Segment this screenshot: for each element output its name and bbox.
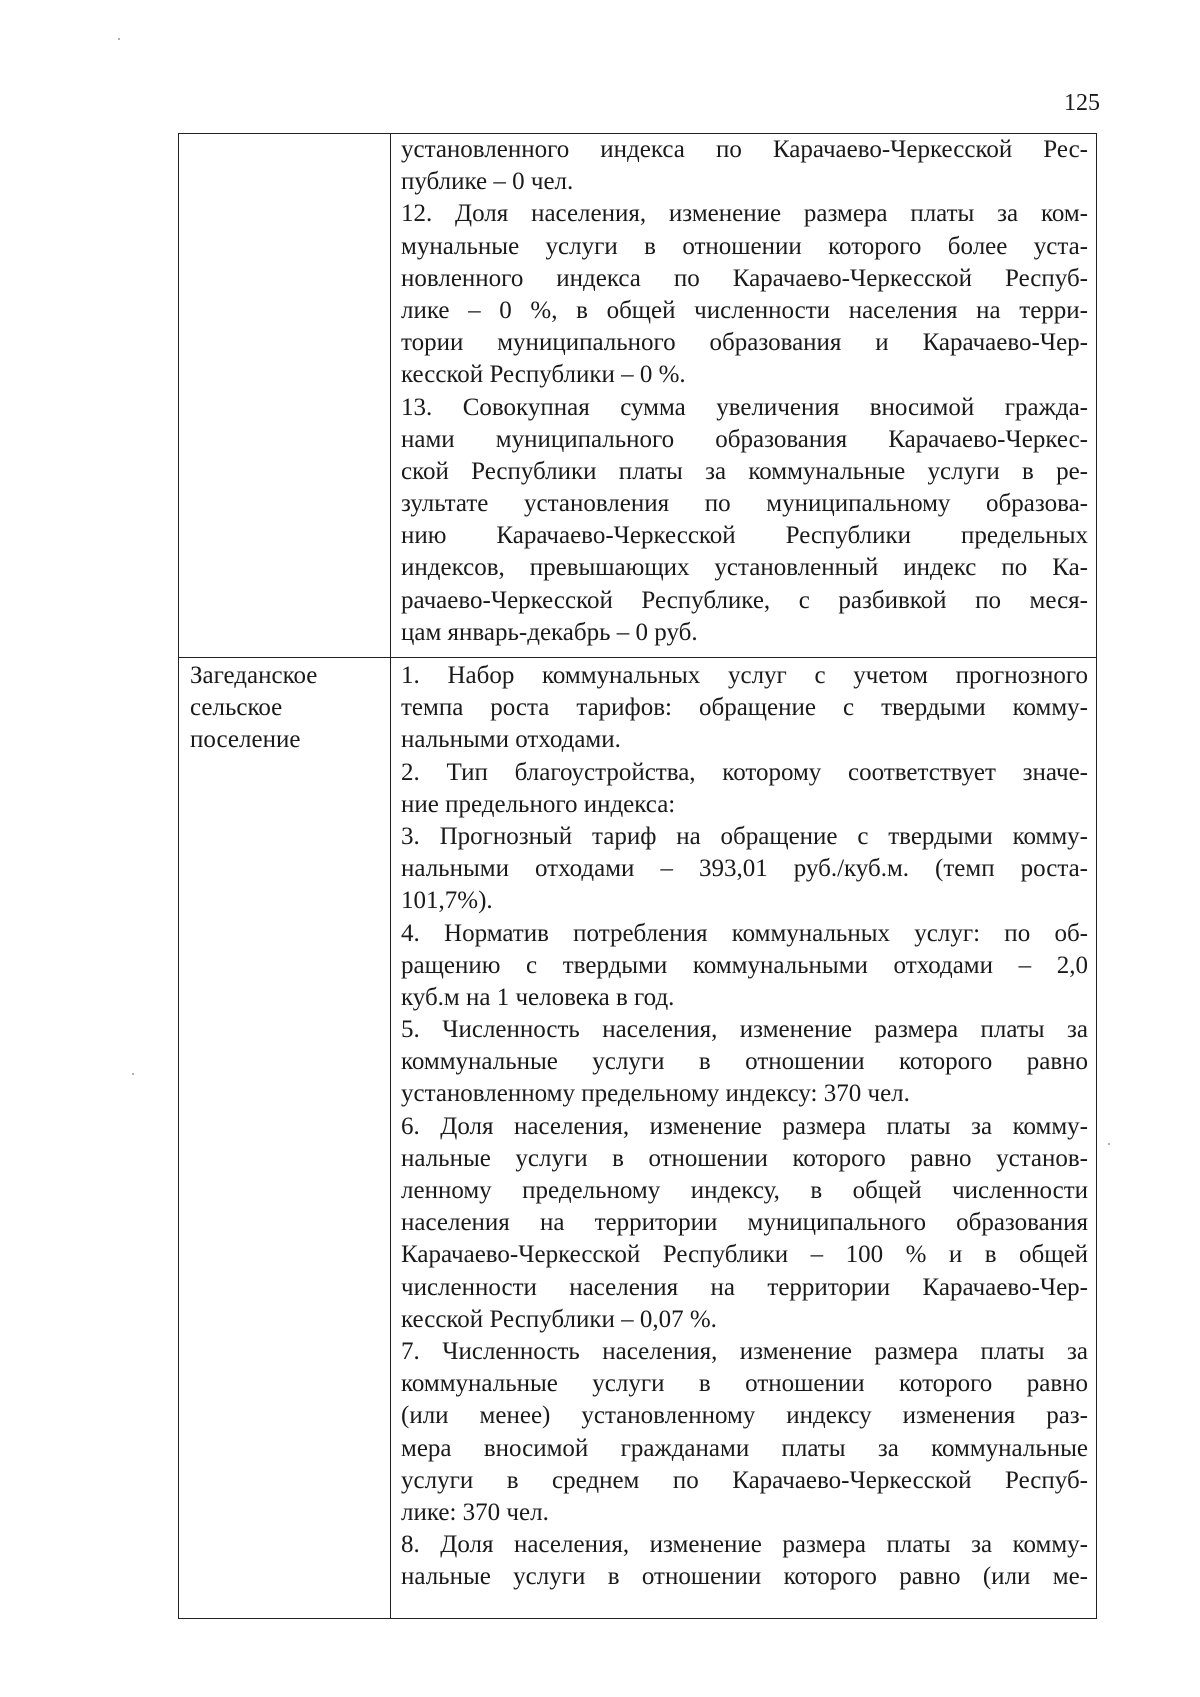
- text-line: 6. Доля населения, изменение размера платы за комму-: [401, 1112, 1088, 1140]
- indices-table: [178, 133, 1097, 1619]
- text-line: нию Карачаево-Черкесской Республики предельных: [401, 522, 1088, 550]
- text-line: коммунальные услуги в отношении которого равно: [401, 1370, 1088, 1398]
- text-line: куб.м на 1 человека в год.: [401, 983, 675, 1011]
- text-line: нальными отходами.: [401, 726, 621, 754]
- text-line: установленного индекса по Карачаево-Черкесской Рес-: [401, 136, 1088, 163]
- text-line: установленному предельному индексу: 370 чел.: [401, 1080, 910, 1108]
- text-line: 13. Совокупная сумма увеличения вносимой гражда-: [401, 393, 1088, 421]
- page-number: 125: [1064, 90, 1100, 116]
- text-line: 7. Численность населения, изменение размера платы за: [401, 1337, 1088, 1365]
- text-line: мунальные услуги в отношении которого более уста-: [401, 232, 1088, 260]
- scan-speck: [118, 38, 120, 40]
- text-line: темпа роста тарифов: обращение с твердыми комму-: [401, 694, 1088, 722]
- text-line: ние предельного индекса:: [401, 790, 676, 818]
- text-line: 3. Прогнозный тариф на обращение с твердыми комму-: [401, 822, 1088, 850]
- text-line: нальные услуги в отношении которого равно установ-: [401, 1144, 1088, 1172]
- text-line: 4. Норматив потребления коммунальных услуг: по об-: [401, 919, 1088, 947]
- text-line: нальные услуги в отношении которого равно (или ме-: [401, 1563, 1088, 1591]
- text-line: ращению с твердыми коммунальными отходами – 2,0: [401, 951, 1088, 979]
- indicators-cell: [391, 134, 1097, 658]
- text-line: нальными отходами – 393,01 руб./куб.м. (темп роста-: [401, 855, 1088, 883]
- text-line: публике – 0 чел.: [401, 168, 574, 196]
- text-line: цам январь-декабрь – 0 руб.: [401, 618, 698, 646]
- text-line: кесской Республики – 0,07 %.: [401, 1305, 717, 1333]
- text-line: 101,7%).: [401, 887, 493, 915]
- text-line: нами муниципального образования Карачаево-Черкес-: [401, 425, 1088, 453]
- text-line: зультате установления по муниципальному образова-: [401, 490, 1088, 518]
- municipality-cell: [179, 658, 391, 1619]
- scan-speck: [1108, 1143, 1110, 1145]
- text-line: лике – 0 %, в общей численности населения на терри-: [401, 296, 1088, 324]
- text-line: новленного индекса по Карачаево-Черкесской Респуб-: [401, 264, 1088, 292]
- text-line: населения на территории муниципального образования: [401, 1209, 1088, 1237]
- municipality-name-line: сельское: [190, 694, 283, 722]
- text-line: услуги в среднем по Карачаево-Черкесской Респуб-: [401, 1466, 1088, 1494]
- text-line: кесской Республики – 0 %.: [401, 361, 686, 389]
- text-line: индексов, превышающих установленный индекс по Ка-: [401, 554, 1088, 582]
- text-line: (или менее) установленному индексу изменения раз-: [401, 1402, 1088, 1430]
- scan-speck: [132, 1073, 134, 1075]
- text-line: 12. Доля населения, изменение размера платы за ком-: [401, 200, 1088, 228]
- text-line: тории муниципального образования и Карачаево-Чер-: [401, 329, 1088, 357]
- text-line: коммунальные услуги в отношении которого равно: [401, 1048, 1088, 1076]
- municipality-cell: [179, 134, 391, 658]
- municipality-name-line: поселение: [190, 726, 301, 754]
- text-line: ской Республики платы за коммунальные услуги в ре-: [401, 457, 1088, 485]
- text-line: 8. Доля населения, изменение размера платы за комму-: [401, 1531, 1088, 1559]
- text-line: мера вносимой гражданами платы за коммунальные: [401, 1434, 1088, 1462]
- indicators-cell: [391, 658, 1097, 1619]
- text-line: 1. Набор коммунальных услуг с учетом прогнозного: [401, 662, 1088, 689]
- table-row: [179, 658, 1097, 1619]
- text-line: численности населения на территории Карачаево-Чер-: [401, 1273, 1088, 1301]
- text-line: ленному предельному индексу, в общей численности: [401, 1177, 1088, 1204]
- text-line: рачаево-Черкесской Республике, с разбивкой по меся-: [401, 586, 1088, 614]
- text-line: лике: 370 чел.: [401, 1498, 549, 1526]
- table-row: [179, 134, 1097, 658]
- text-line: 2. Тип благоустройства, которому соответствует значе-: [401, 758, 1088, 786]
- text-line: 5. Численность населения, изменение размера платы за: [401, 1016, 1088, 1044]
- text-line: Карачаево-Черкесской Республики – 100 % и в общей: [401, 1241, 1088, 1269]
- municipality-name-line: Загеданское: [190, 662, 318, 689]
